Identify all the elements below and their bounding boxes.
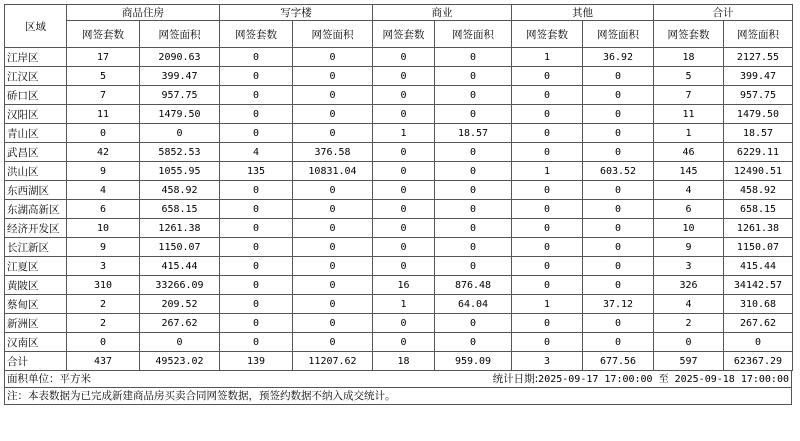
count-cell: 1 <box>373 295 435 314</box>
area-cell: 658.15 <box>724 200 793 219</box>
area-cell: 0 <box>293 276 373 295</box>
area-cell: 1150.07 <box>140 238 220 257</box>
table-row <box>5 48 793 67</box>
area-cell: 1055.95 <box>140 162 220 181</box>
subheader-count: 网签套数 <box>373 21 435 48</box>
count-cell: 0 <box>220 219 293 238</box>
area-cell: 0 <box>293 257 373 276</box>
district-name: 洪山区 <box>5 162 67 181</box>
area-cell: 0 <box>293 219 373 238</box>
count-cell: 9 <box>67 162 140 181</box>
count-cell: 10 <box>654 219 724 238</box>
count-cell: 1 <box>512 162 583 181</box>
area-cell: 0 <box>435 143 512 162</box>
count-cell: 1 <box>512 295 583 314</box>
area-cell: 0 <box>293 105 373 124</box>
count-cell: 1 <box>373 124 435 143</box>
area-cell: 0 <box>583 200 654 219</box>
area-cell: 677.56 <box>583 352 654 371</box>
header-group-residential: 商品住房 <box>67 5 220 21</box>
area-cell: 12490.51 <box>724 162 793 181</box>
table-row <box>5 105 793 124</box>
count-cell: 0 <box>373 333 435 352</box>
subheader-count: 网签套数 <box>512 21 583 48</box>
count-cell: 0 <box>373 86 435 105</box>
area-cell: 458.92 <box>724 181 793 200</box>
count-cell: 9 <box>67 238 140 257</box>
count-cell: 0 <box>220 67 293 86</box>
count-cell: 0 <box>220 276 293 295</box>
count-cell: 5 <box>654 67 724 86</box>
table-row <box>5 333 793 352</box>
district-name: 江夏区 <box>5 257 67 276</box>
count-cell: 7 <box>67 86 140 105</box>
area-cell: 0 <box>293 124 373 143</box>
area-cell: 1261.38 <box>724 219 793 238</box>
area-cell: 0 <box>435 162 512 181</box>
count-cell: 0 <box>373 48 435 67</box>
area-cell: 376.58 <box>293 143 373 162</box>
count-cell: 0 <box>373 143 435 162</box>
count-cell: 597 <box>654 352 724 371</box>
area-cell: 18.57 <box>724 124 793 143</box>
count-cell: 4 <box>220 143 293 162</box>
sales-table <box>4 4 793 371</box>
area-cell: 2090.63 <box>140 48 220 67</box>
area-cell: 18.57 <box>435 124 512 143</box>
count-cell: 0 <box>373 200 435 219</box>
area-cell: 0 <box>583 67 654 86</box>
count-cell: 0 <box>512 276 583 295</box>
table-row <box>5 257 793 276</box>
area-cell: 0 <box>293 295 373 314</box>
area-cell: 0 <box>293 67 373 86</box>
count-cell: 5 <box>67 67 140 86</box>
count-cell: 4 <box>654 295 724 314</box>
area-cell: 2127.55 <box>724 48 793 67</box>
count-cell: 0 <box>512 257 583 276</box>
area-cell: 658.15 <box>140 200 220 219</box>
area-cell: 0 <box>435 314 512 333</box>
area-cell: 0 <box>435 86 512 105</box>
area-cell: 957.75 <box>724 86 793 105</box>
area-cell: 36.92 <box>583 48 654 67</box>
count-cell: 0 <box>220 257 293 276</box>
count-cell: 0 <box>67 333 140 352</box>
area-cell: 209.52 <box>140 295 220 314</box>
count-cell: 0 <box>512 238 583 257</box>
area-cell: 0 <box>583 124 654 143</box>
area-cell: 10831.04 <box>293 162 373 181</box>
area-cell: 0 <box>293 200 373 219</box>
area-cell: 603.52 <box>583 162 654 181</box>
subheader-area: 网签面积 <box>583 21 654 48</box>
header-group-other: 其他 <box>512 5 654 21</box>
area-cell: 0 <box>583 333 654 352</box>
count-cell: 18 <box>654 48 724 67</box>
count-cell: 0 <box>373 105 435 124</box>
subheader-area: 网签面积 <box>724 21 793 48</box>
area-cell: 64.04 <box>435 295 512 314</box>
area-cell: 0 <box>583 105 654 124</box>
table-row <box>5 86 793 105</box>
count-cell: 310 <box>67 276 140 295</box>
area-cell: 0 <box>583 219 654 238</box>
count-cell: 2 <box>67 314 140 333</box>
area-cell: 0 <box>724 333 793 352</box>
area-cell: 1479.50 <box>724 105 793 124</box>
area-cell: 399.47 <box>724 67 793 86</box>
count-cell: 2 <box>654 314 724 333</box>
district-name: 新洲区 <box>5 314 67 333</box>
area-cell: 0 <box>435 219 512 238</box>
header-group-office: 写字楼 <box>220 5 373 21</box>
count-cell: 6 <box>654 200 724 219</box>
table-row <box>5 162 793 181</box>
area-cell: 1150.07 <box>724 238 793 257</box>
count-cell: 0 <box>512 67 583 86</box>
count-cell: 0 <box>220 181 293 200</box>
count-cell: 0 <box>220 48 293 67</box>
table-row <box>5 200 793 219</box>
district-name: 东西湖区 <box>5 181 67 200</box>
note-row <box>4 388 792 405</box>
district-name: 青山区 <box>5 124 67 143</box>
count-cell: 3 <box>654 257 724 276</box>
table-row <box>5 295 793 314</box>
count-cell: 3 <box>512 352 583 371</box>
count-cell: 0 <box>220 105 293 124</box>
area-cell: 399.47 <box>140 67 220 86</box>
area-cell: 0 <box>583 257 654 276</box>
area-cell: 0 <box>140 124 220 143</box>
district-name: 黄陂区 <box>5 276 67 295</box>
count-cell: 0 <box>654 333 724 352</box>
district-name: 经济开发区 <box>5 219 67 238</box>
header-group-commercial: 商业 <box>373 5 512 21</box>
table-row <box>5 219 793 238</box>
area-cell: 267.62 <box>724 314 793 333</box>
area-cell: 0 <box>293 333 373 352</box>
count-cell: 46 <box>654 143 724 162</box>
subheader-area: 网签面积 <box>293 21 373 48</box>
area-cell: 959.09 <box>435 352 512 371</box>
district-name: 武昌区 <box>5 143 67 162</box>
table-row <box>5 124 793 143</box>
area-cell: 876.48 <box>435 276 512 295</box>
header-group-total: 合计 <box>654 5 793 21</box>
district-name: 蔡甸区 <box>5 295 67 314</box>
count-cell: 2 <box>67 295 140 314</box>
count-cell: 0 <box>67 124 140 143</box>
area-cell: 0 <box>293 181 373 200</box>
area-cell: 0 <box>293 238 373 257</box>
area-cell: 0 <box>293 314 373 333</box>
count-cell: 10 <box>67 219 140 238</box>
area-cell: 33266.09 <box>140 276 220 295</box>
count-cell: 1 <box>654 124 724 143</box>
count-cell: 11 <box>654 105 724 124</box>
subheader-count: 网签套数 <box>67 21 140 48</box>
area-cell: 415.44 <box>140 257 220 276</box>
area-cell: 37.12 <box>583 295 654 314</box>
count-cell: 0 <box>512 124 583 143</box>
count-cell: 0 <box>373 314 435 333</box>
count-cell: 0 <box>512 181 583 200</box>
count-cell: 0 <box>512 86 583 105</box>
count-cell: 145 <box>654 162 724 181</box>
area-cell: 0 <box>583 181 654 200</box>
area-cell: 62367.29 <box>724 352 793 371</box>
district-name: 汉南区 <box>5 333 67 352</box>
count-cell: 0 <box>220 200 293 219</box>
count-cell: 0 <box>220 295 293 314</box>
table-row <box>5 314 793 333</box>
area-cell: 0 <box>583 143 654 162</box>
count-cell: 0 <box>512 219 583 238</box>
subheader-count: 网签套数 <box>220 21 293 48</box>
district-name: 江岸区 <box>5 48 67 67</box>
area-cell: 5852.53 <box>140 143 220 162</box>
district-name: 东湖高新区 <box>5 200 67 219</box>
subheader-count: 网签套数 <box>654 21 724 48</box>
area-cell: 0 <box>435 333 512 352</box>
count-cell: 139 <box>220 352 293 371</box>
count-cell: 4 <box>67 181 140 200</box>
header-region: 区域 <box>5 5 67 48</box>
area-cell: 1261.38 <box>140 219 220 238</box>
count-cell: 0 <box>512 314 583 333</box>
count-cell: 0 <box>512 105 583 124</box>
count-cell: 326 <box>654 276 724 295</box>
count-cell: 42 <box>67 143 140 162</box>
count-cell: 0 <box>220 86 293 105</box>
district-name: 汉阳区 <box>5 105 67 124</box>
area-cell: 49523.02 <box>140 352 220 371</box>
area-cell: 34142.57 <box>724 276 793 295</box>
count-cell: 0 <box>220 124 293 143</box>
total-row <box>5 352 793 371</box>
count-cell: 437 <box>67 352 140 371</box>
count-cell: 0 <box>373 257 435 276</box>
area-cell: 6229.11 <box>724 143 793 162</box>
area-cell: 310.68 <box>724 295 793 314</box>
subheader-area: 网签面积 <box>435 21 512 48</box>
count-cell: 18 <box>373 352 435 371</box>
count-cell: 0 <box>373 219 435 238</box>
count-cell: 7 <box>654 86 724 105</box>
count-cell: 11 <box>67 105 140 124</box>
count-cell: 6 <box>67 200 140 219</box>
district-name: 长江新区 <box>5 238 67 257</box>
table-row <box>5 238 793 257</box>
area-cell: 0 <box>435 105 512 124</box>
area-cell: 0 <box>435 181 512 200</box>
area-cell: 0 <box>140 333 220 352</box>
count-cell: 0 <box>373 238 435 257</box>
area-cell: 0 <box>435 200 512 219</box>
area-cell: 0 <box>583 238 654 257</box>
area-cell: 0 <box>435 48 512 67</box>
table-row <box>5 143 793 162</box>
count-cell: 0 <box>512 143 583 162</box>
count-cell: 3 <box>67 257 140 276</box>
count-cell: 0 <box>373 181 435 200</box>
table-row <box>5 276 793 295</box>
count-cell: 0 <box>220 238 293 257</box>
area-cell: 0 <box>435 238 512 257</box>
district-name: 江汉区 <box>5 67 67 86</box>
count-cell: 0 <box>220 333 293 352</box>
count-cell: 0 <box>373 67 435 86</box>
area-cell: 0 <box>583 86 654 105</box>
count-cell: 4 <box>654 181 724 200</box>
area-unit: 面积单位：平方米 <box>7 373 91 385</box>
area-cell: 11207.62 <box>293 352 373 371</box>
stat-date <box>493 371 789 388</box>
table-row <box>5 181 793 200</box>
count-cell: 0 <box>512 200 583 219</box>
subheader-area: 网签面积 <box>140 21 220 48</box>
area-cell: 0 <box>435 257 512 276</box>
count-cell: 0 <box>373 162 435 181</box>
table-footer <box>4 371 792 405</box>
area-cell: 1479.50 <box>140 105 220 124</box>
count-cell: 17 <box>67 48 140 67</box>
area-cell: 0 <box>293 86 373 105</box>
table-body <box>5 48 793 371</box>
count-cell: 1 <box>512 48 583 67</box>
area-cell: 0 <box>435 67 512 86</box>
district-name: 硚口区 <box>5 86 67 105</box>
stat-date-range: 2025-09-17 17:00:00 至 2025-09-18 17:00:00 <box>538 374 789 385</box>
stat-date-label: 统计日期: <box>492 373 539 385</box>
area-cell: 458.92 <box>140 181 220 200</box>
table-note: 注：本表数据为已完成新建商品房买卖合同网签数据，预签约数据不纳入成交统计。 <box>7 390 396 402</box>
area-cell: 267.62 <box>140 314 220 333</box>
count-cell: 0 <box>220 314 293 333</box>
district-name: 合计 <box>5 352 67 371</box>
area-cell: 957.75 <box>140 86 220 105</box>
sales-table-container <box>4 4 792 405</box>
unit-row <box>4 371 792 388</box>
table-row <box>5 67 793 86</box>
count-cell: 135 <box>220 162 293 181</box>
area-cell: 0 <box>583 276 654 295</box>
area-cell: 415.44 <box>724 257 793 276</box>
area-cell: 0 <box>583 314 654 333</box>
count-cell: 9 <box>654 238 724 257</box>
count-cell: 0 <box>512 333 583 352</box>
area-cell: 0 <box>293 48 373 67</box>
count-cell: 16 <box>373 276 435 295</box>
